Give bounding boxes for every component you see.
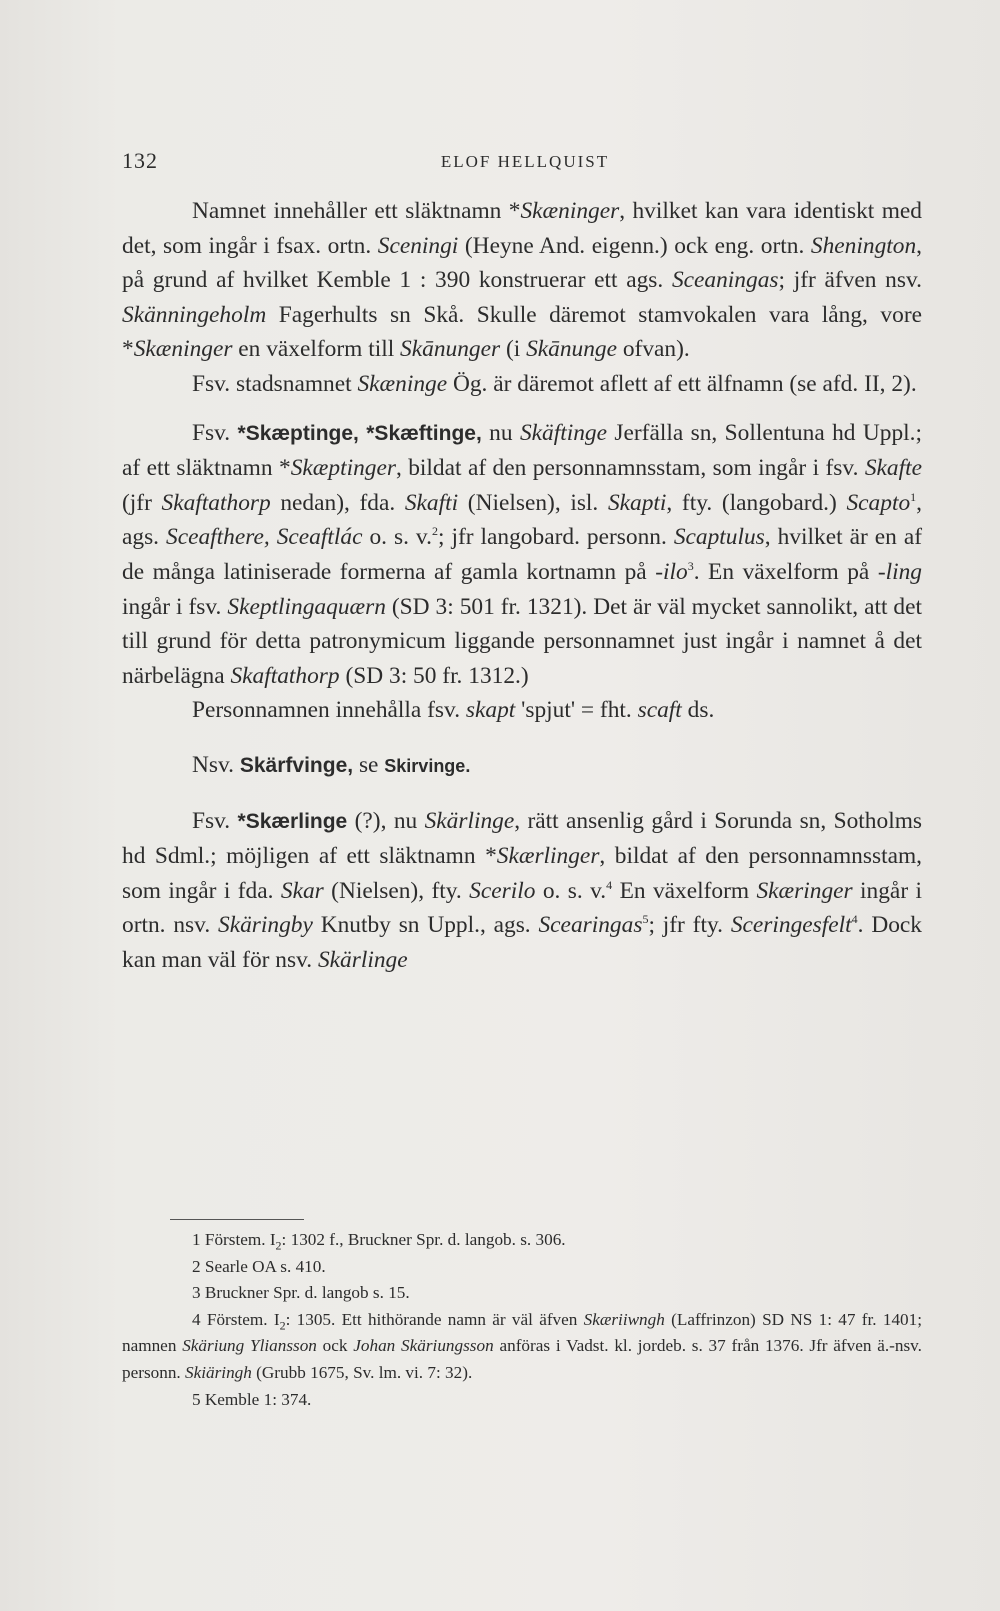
footnote-rule [170,1219,304,1220]
footnote-4: 4 Förstem. $I_2$: 1305. Ett hithörande namn är väl äfven Skæriiwngh (Laffrinzon) SD NS 1: 47 fr. 1401; namnen Skäriung Yliansson ock Johan Skäriungsson anföras i Vadst. kl. jordeb. s. 37 från 1376. Jfr äfven ä.-nsv. personn. Skiäringh (Grubb 1675, Sv. lm. vi. 7: 32). [122,1309,923,1382]
footnotes [122,1227,922,1413]
page-number: 132 [122,148,158,173]
entry-skaerfvinge: Nsv. Skärfvinge, se Skirvinge. [192,751,471,778]
footnote-ref: 4 [851,912,858,927]
entry-headword: Skärfvinge, [239,753,354,777]
footnote-ref: 1 [910,489,917,504]
entry-skaeptinge: Fsv. *Skæptinge, *Skæftinge, nu Skäftinge Jerfälla sn, Sollentuna hd Uppl.; af ett släktnamn *Skæptinger, bildat af den personnamnsstam, som ingår i fsv. Skafte (jfr Skaftathorp nedan), fda. Skafti (Nielsen), isl. Skapti, fty. (langobard.) Scapto$^1$, ags. Sceafthere, Sceaftlác o. s. v.$^2$; jfr langobard. personn. Scaptulus, hvilket är en af de många latiniserade formerna af gamla kortnamn på -ilo$^3$. En växelform på -ling ingår i fsv. Skeptlingaquærn (SD 3: 501 fr. 1321). Det är väl mycket sannolikt, att det till grund för detta patronymicum liggande personnamnet just ingår i namnet å det närbelägna Skaftathorp (SD 3: 50 fr. 1312.) [122,419,923,689]
footnote-ref: 2 [431,524,438,539]
cross-reference: Skirvinge. [384,755,471,776]
footnote-3: 3 Bruckner Spr. d. langob s. 15. [192,1283,410,1303]
footnote-2: 2 Searle OA s. 410. [192,1256,326,1276]
footnote-ref: 5 [642,912,649,927]
footnote-5: 5 Kemble 1: 374. [192,1389,312,1409]
page-header [122,148,928,178]
footnote-ref: 3 [687,559,694,574]
footnote-ref: 4 [606,877,613,892]
paragraph-skaeninge: Fsv. stadsnamnet Skæninge Ög. är däremot aflett af ett älfnamn (se afd. II, 2). [192,370,917,397]
entry-skaerlinge: Fsv. *Skærlinge (?), nu Skärlinge, rätt ansenlig gård i Sorunda sn, Sotholms hd Sdml.; möjligen af ett släktnamn *Skærlinger, bildat af den personnamnsstam, som ingår i fda. Skar (Nielsen), fty. Scerilo o. s. v.$^4$ En växelform Skæringer ingår i ortn. nsv. Skäringby Knutby sn Uppl., ags. Scearingas$^5$; jfr fty. Sceringesfelt$^4$. Dock kan man väl för nsv. Skärlinge [122,807,923,973]
paragraph-skaeninger: Namnet innehåller ett släktnamn *Skæninger, hvilket kan vara identiskt med det, som ingår i fsax. ortn. Sceningi (Heyne And. eigenn.) ock eng. ortn. Shenington, på grund af hvilket Kemble 1 : 390 konstruerar ett ags. Sceaningas; jfr äfven nsv. Skänningeholm Fagerhults sn Skå. Skulle däremot stamvokalen vara lång, vore *Skæninger en växelform till Skānunger (i Skānunge ofvan). [122,198,923,363]
paragraph-personnamnen: Personnamnen innehålla fsv. skapt 'spjut' = fht. scaft ds. [192,697,715,724]
running-head: ELOF HELLQUIST [440,152,610,171]
footnote-1: 1 Förstem. $I_2$: 1302 f., Bruckner Spr. d. langob. s. 306. [192,1230,566,1253]
entry-headword: *Skærlinge [237,809,348,833]
main-text [122,194,922,977]
entry-headword: *Skæptinge, *Skæftinge, [237,421,482,445]
